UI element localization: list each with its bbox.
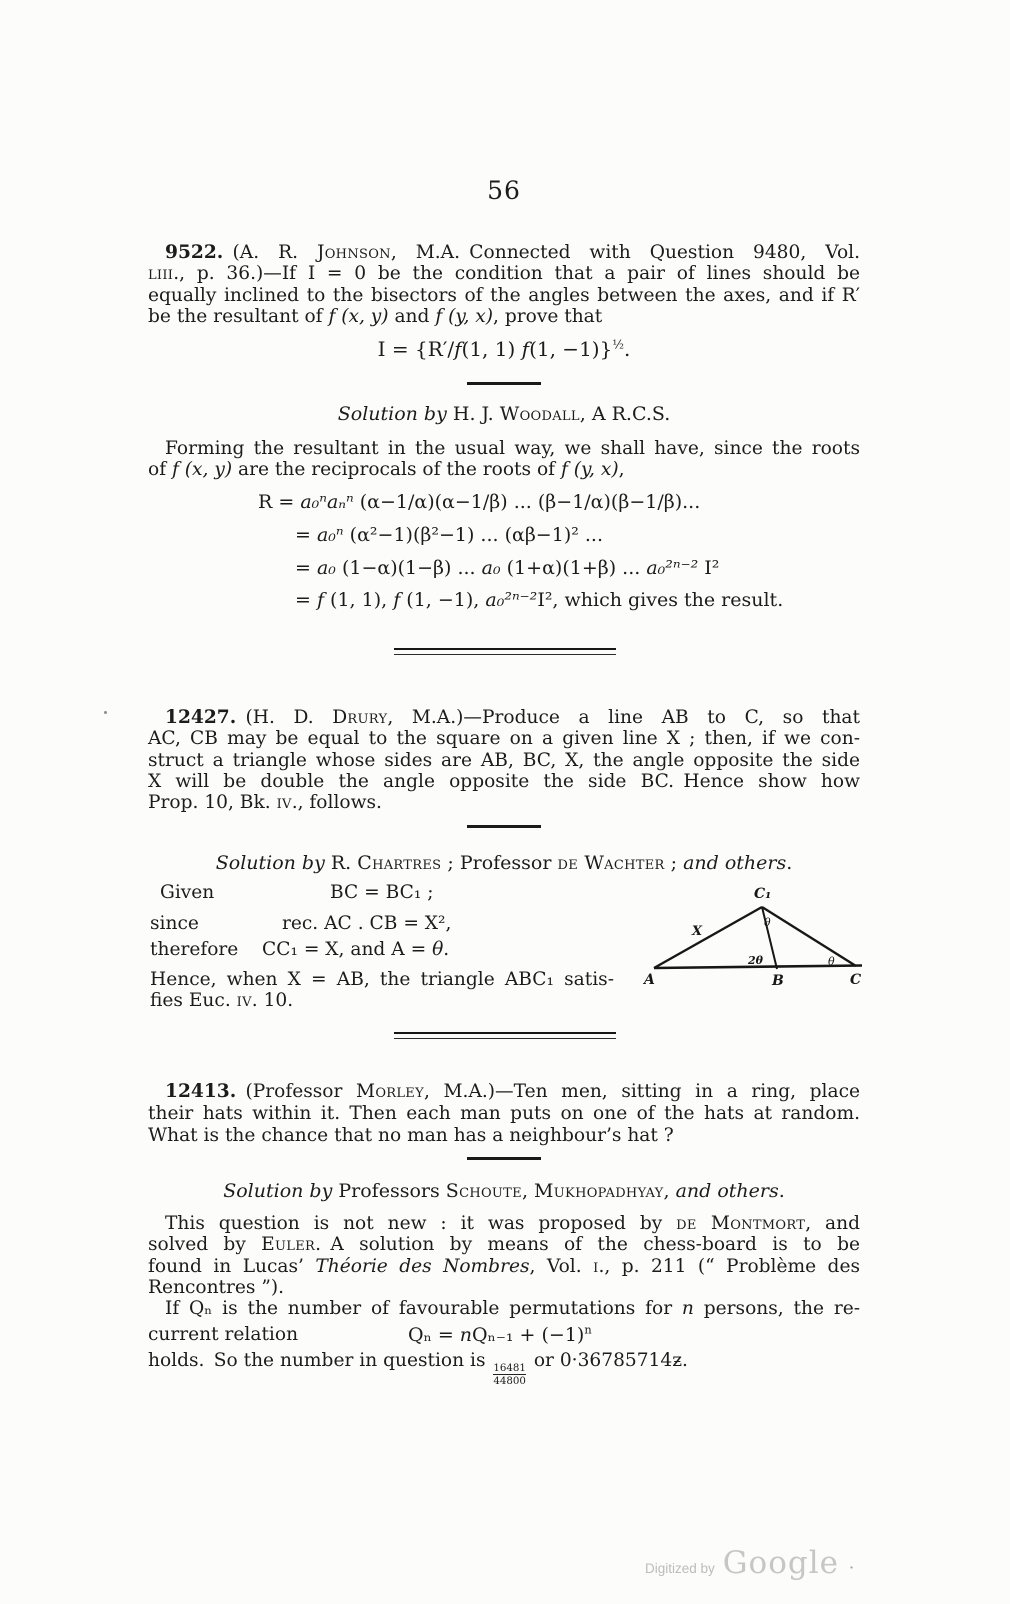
text-line: This question is not new : it was proposed by de Montmort, and — [165, 1213, 860, 1234]
ink-speck — [104, 711, 107, 714]
side-c1-c — [762, 907, 856, 966]
text-line: 12413. (Professor Morley, M.A.)—Ten men, sitting in a ring, place — [165, 1081, 860, 1102]
separator-rule — [467, 1157, 541, 1160]
triangle-figure — [636, 880, 876, 988]
recurrence-equation: $Q_n = nQ_{n-1} + (-1)^n$ — [408, 1322, 592, 1346]
angle-label-b: 2θ — [748, 954, 763, 967]
row-formula: BC = BC₁ ; — [330, 882, 434, 903]
text-line: equally inclined to the bisectors of the angles between the axes, and if R′ — [148, 284, 860, 306]
text-line: 12427. (H. D. Drury, M.A.)—Produce a line AB to C, so that — [165, 707, 860, 728]
solution-9522-paragraph — [148, 438, 860, 481]
equation-line: R = a₀ⁿaₙⁿ (α−1/α)(α−1/β) ... (β−1/α)(β−1/β)... — [258, 491, 701, 513]
text-line: solved by Euler. A solution by means of the chess-board is to be — [148, 1234, 860, 1256]
watermark-dot: · — [848, 1558, 855, 1577]
text-line: fies Euc. iv. 10. — [150, 990, 294, 1012]
equation-line: = a₀ (1−α)(1−β) ... a₀ (1+α)(1+β) ... a₀²ⁿ⁻² I² — [295, 556, 720, 579]
text-line: be the resultant of f (x, y) and f (y, x), prove that — [148, 305, 603, 327]
equation-line: = f (1, 1), f (1, −1), a₀²ⁿ⁻²I², which gives the result. — [295, 589, 784, 612]
solution-12413-paragraph1 — [148, 1213, 860, 1298]
vertex-label-a: A — [644, 972, 655, 988]
vertex-label-b: B — [772, 973, 784, 988]
side-a-c1 — [654, 907, 762, 968]
solution-heading-12427: Solution by R. Chartres ; Professor de Wachter ; and others. — [215, 852, 793, 874]
section-double-rule — [394, 1032, 616, 1039]
google-logo: Google — [722, 1545, 839, 1581]
watermark-prefix: Digitized by — [645, 1561, 715, 1576]
solution-9522-equations — [258, 486, 783, 617]
question-12413 — [148, 1081, 860, 1147]
derivation-row — [160, 882, 610, 903]
text-line: their hats within it. Then each man puts on one of the hats at random. — [148, 1103, 860, 1124]
separator-rule — [467, 825, 541, 828]
text-line: What is the chance that no man has a neighbour’s hat ? — [148, 1125, 674, 1146]
text-line: 9522. (A. R. Johnson, M.A. Connected with Question 9480, Vol. — [165, 242, 860, 263]
recurrence-label: current relation — [148, 1324, 299, 1345]
row-label: therefore — [150, 939, 239, 960]
text-line: If Qₙ is the number of favourable permutations for n persons, the re- — [165, 1298, 860, 1319]
angle-label-apex: θ — [764, 916, 771, 929]
text-line: found in Lucas’ Théorie des Nombres, Vol. i., p. 211 (“ Problème des — [148, 1255, 861, 1277]
text-line: struct a triangle whose sides are AB, BC, X, the angle opposite the side — [148, 749, 860, 771]
text-line: X will be double the angle opposite the side BC. Hence show how — [148, 770, 860, 792]
text-line: of f (x, y) are the reciprocals of the roots of f (y, x), — [148, 459, 625, 481]
vertex-label-c1: C₁ — [754, 886, 772, 902]
side-label-x: X — [692, 924, 703, 939]
page-number: 56 — [487, 176, 521, 205]
section-double-rule — [394, 648, 616, 655]
row-label: since — [150, 913, 199, 934]
equation-line: = a₀ⁿ (α²−1)(β²−1) ... (αβ−1)² ... — [295, 523, 604, 546]
text-line: Forming the resultant in the usual way, we shall have, since the roots — [165, 438, 860, 459]
derivation-row — [150, 913, 600, 934]
solution-heading-12413: Solution by Professors Schoute, Mukhopadhyay, and others. — [223, 1180, 785, 1202]
watermark — [645, 1545, 854, 1581]
row-label: Given — [160, 882, 215, 903]
result-line: holds. So the number in question is $\frac{16481}{44800}$ or 0·36785714ƶ. — [148, 1350, 688, 1387]
text-line: liii., p. 36.)—If I = 0 be the condition that a pair of lines should be — [148, 263, 860, 285]
text-line: Prop. 10, Bk. iv., follows. — [148, 792, 382, 814]
solution-12413-paragraph2 — [148, 1298, 860, 1319]
derivation-row — [150, 939, 600, 960]
equation-9522: I = {R′/f(1, 1) f(1, −1)}$^{\frac{1}{2}}$. — [377, 337, 631, 361]
separator-rule — [467, 382, 541, 385]
text-line: Hence, when X = AB, the triangle ABC₁ satis- — [150, 969, 614, 990]
solution-12427-conclusion — [150, 969, 614, 1012]
solution-heading-9522: Solution by H. J. Woodall, A R.C.S. — [337, 403, 671, 425]
row-formula: rec. AC . CB = X², — [282, 913, 452, 934]
question-12427 — [148, 707, 860, 813]
text-line: AC, CB may be equal to the square on a given line X ; then, if we con- — [148, 728, 860, 750]
question-9522 — [148, 242, 860, 327]
angle-label-c: θ — [828, 955, 835, 968]
row-formula: CC₁ = X, and A = θ. — [262, 939, 450, 960]
recurrence-row — [148, 1324, 860, 1345]
text-line: Rencontres ”). — [148, 1276, 285, 1298]
vertex-label-c: C — [850, 972, 862, 988]
